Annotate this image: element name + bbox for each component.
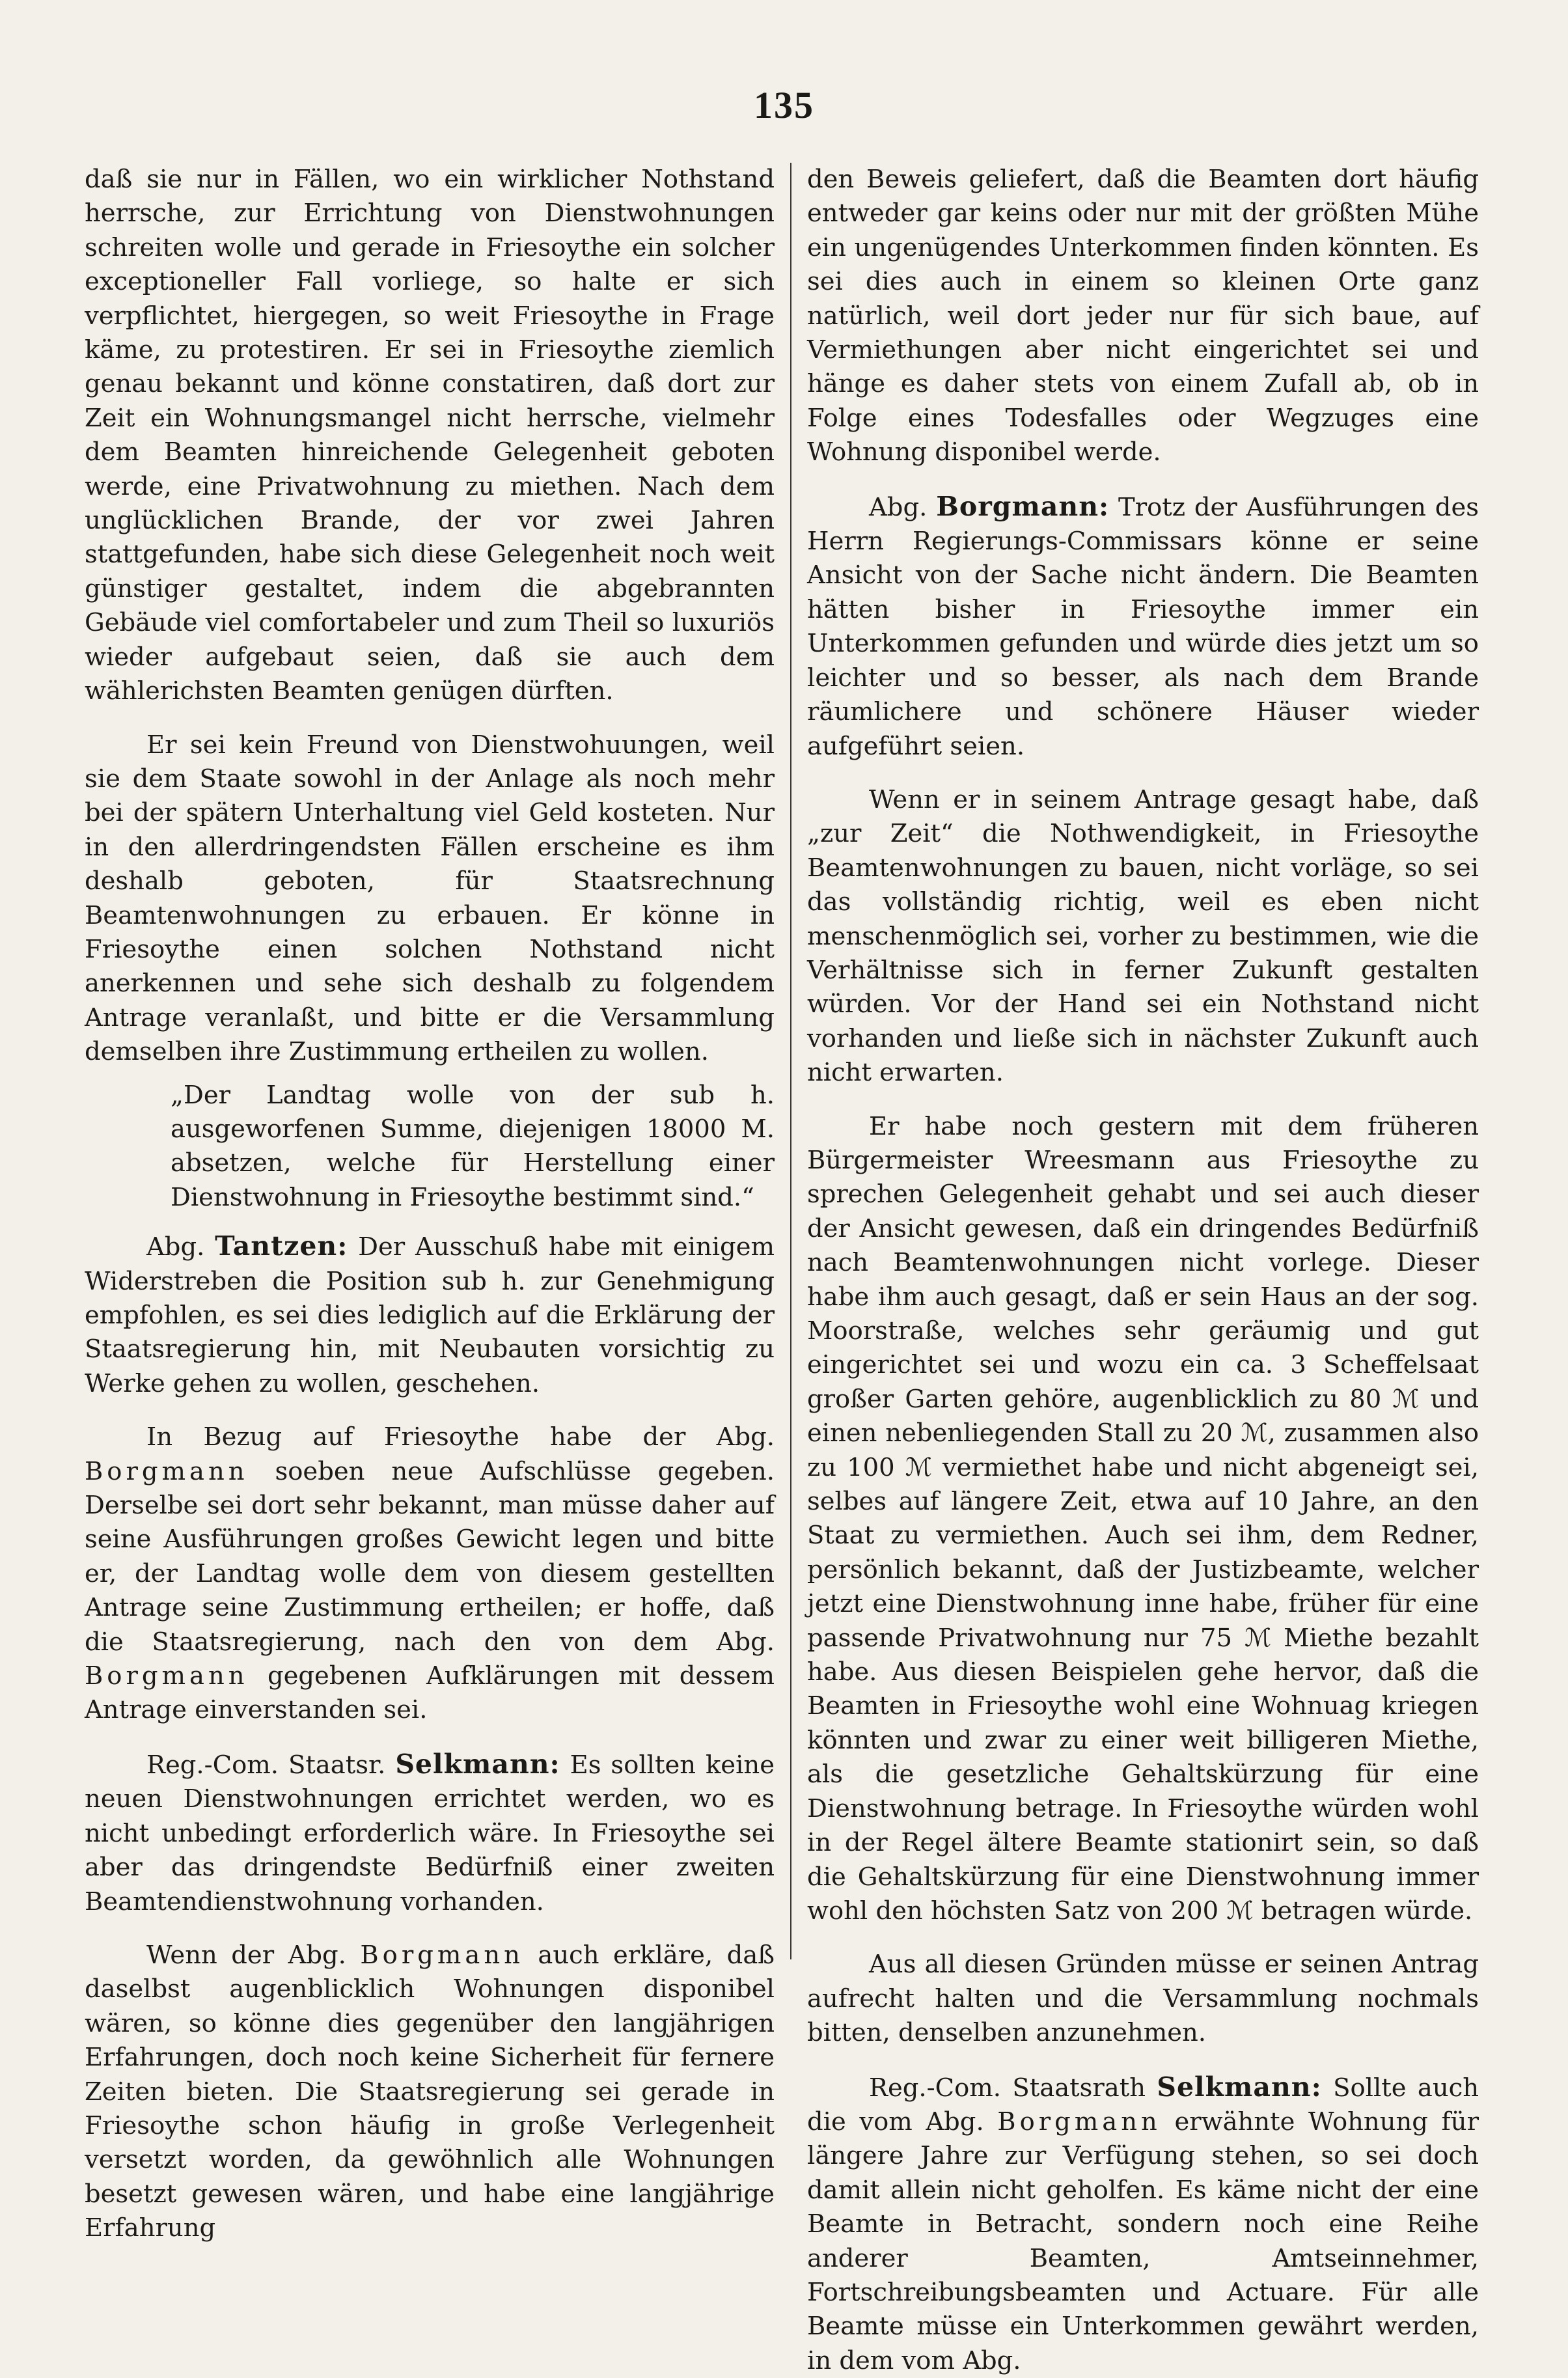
left-column <box>85 163 775 2246</box>
paragraph: Aus all diesen Gründen müsse er seinen Antrag aufrecht halten und die Versammlung nochmals bitten, denselben anzunehmen. <box>807 1950 1479 2048</box>
person-name: Borgmann <box>85 1661 249 1691</box>
paragraph-tantzen <box>85 1229 775 1401</box>
paragraph <box>85 1939 775 2246</box>
speech-text: Es sollten keine neuen Dienstwohnungen errichtet werden, wo es nicht unbedingt erforderlich wäre. In Friesoythe sei aber das dringendste Bedürfniß einer zweiten Beamtendienstwohnung vorhanden. <box>85 1750 775 1916</box>
speaker-name: Selkmann: <box>395 1748 560 1780</box>
paragraph: den Beweis geliefert, daß die Beamten dort häufig entweder gar keins oder nur mit der größten Mühe ein ungenügendes Unterkommen finden könnten. Es sei dies auch in einem so kleinen Orte ganz natürlich, weil dort jeder nur für sich baue, auf Vermiethungen aber nicht eingerichtet sei und hänge es daher stets von einem Zufall ab, ob in Folge eines Todesfalles oder Wegzuges eine Wohnung disponibel werde. <box>807 165 1479 467</box>
paragraph: Er sei kein Freund von Dienstwohuungen, weil sie dem Staate sowohl in der Anlage als noch mehr bei der spätern Unterhaltung viel Geld kosteten. Nur in den allerdringendsten Fällen erscheine es ihm deshalb geboten, für Staatsrechnung Beamtenwohnungen zu erbauen. Er könne in Friesoythe einen solchen Nothstand nicht anerkennen und sehe sich deshalb zu folgendem Antrage veranlaßt, und bitte er die Versammlung demselben ihre Zustimmung ertheilen zu wollen. <box>85 730 775 1067</box>
paragraph: Wenn er in seinem Antrage gesagt habe, daß „zur Zeit“ die Nothwendigkeit, in Friesoythe Beamtenwohnungen zu bauen, nicht vorläge, so sei das vollständig richtig, weil es eben nicht menschenmöglich sei, vorher zu bestimmen, wie die Verhältnisse sich in ferner Zukunft gestalten würden. Vor der Hand sei ein Nothstand nicht vorhanden und ließe sich in nächster Zukunft auch nicht erwarten. <box>807 784 1479 1088</box>
text-run: Sollte auch die vom Abg. <box>807 2073 1479 2136</box>
text-run: gegebenen Aufklärungen mit dessem Antrage einverstanden sei. <box>85 1661 775 1725</box>
speech-text: Der Ausschuß habe mit einigem Widerstreben die Position sub h. zur Genehmigung empfohlen, es sei dies lediglich auf die Erklärung der Staatsregierung hin, mit Neubauten vorsichtig zu Werke gehen zu wollen, geschehen. <box>85 1232 775 1398</box>
motion-quote: „Der Landtag wolle von der sub h. ausgeworfenen Summe, diejenigen 18000 M. absetzen, welche für Herstellung einer Dienstwohnung in Friesoythe bestimmt sind.“ <box>171 1080 775 1212</box>
speech-text: Trotz der Ausführungen des Herrn Regierungs-Commissars könne er seine Ansicht von der Sache nicht ändern. Die Beamten hätten bisher in Friesoythe immer ein Unterkommen gefunden und würde dies jetzt um so leichter und so besser, als nach dem Brande räumlichere und schönere Häuser wieder aufgeführt seien. <box>807 492 1479 761</box>
paragraph: daß sie nur in Fällen, wo ein wirklicher Nothstand herrsche, zur Errichtung von Dienstwohnungen schreiten wolle und gerade in Friesoythe ein solcher exceptioneller Fall vorliege, so halte er sich verpflichtet, hiergegen, so weit Friesoythe in Frage käme, zu protestiren. Er sei in Friesoythe ziemlich genau bekannt und könne constatiren, daß dort zur Zeit ein Wohnungsmangel nicht herrsche, vielmehr dem Beamten hinreichende Gelegenheit geboten werde, eine Privatwohnung zu miethen. Nach dem unglücklichen Brande, der vor zwei Jahren stattgefunden, habe sich diese Gelegenheit noch weit günstiger gestaltet, indem die abgebrannten Gebäude viel comfortabeler und zum Theil so luxuriös wieder aufgebaut seien, daß sie auch dem wählerichsten Beamten genügen dürften. <box>85 165 775 706</box>
page-number: 135 <box>754 84 814 126</box>
speaker-name: Selkmann: <box>1157 2071 1322 2103</box>
right-column <box>807 163 1479 2378</box>
paragraph-selkmann <box>807 2070 1479 2378</box>
person-name: Borgmann <box>997 2107 1161 2136</box>
speaker-name: Tantzen: <box>215 1230 348 1262</box>
person-name: Borgmann <box>360 1940 524 1970</box>
paragraph: Er habe noch gestern mit dem früheren Bürgermeister Wreesmann aus Friesoythe zu sprechen Gelegenheit gehabt und sei auch dieser der Ansicht gewesen, daß ein dringendes Bedürfniß nach Beamtenwohnungen nicht vorlege. Dieser habe ihm auch gesagt, daß er sein Haus an der sog. Moorstraße, welches sehr geräumig und gut eingerichtet sei und wozu ein ca. 3 Scheffelsaat großer Garten gehöre, augenblicklich zu 80 ℳ und einen nebenliegenden Stall zu 20 ℳ, zusammen also zu 100 ℳ vermiethet habe und nicht abgeneigt sei, selbes auf längere Zeit, etwa auf 10 Jahre, an den Staat zu vermiethen. Auch sei ihm, dem Redner, persönlich bekannt, daß der Justizbeamte, welcher jetzt eine Dienstwohnung inne habe, früher für eine passende Privatwohnung nur 75 ℳ Miethe bezahlt habe. Aus diesen Beispielen gehe hervor, daß die Beamten in Friesoythe wohl eine Wohnuag kriegen könnten und zwar zu einer weit billigeren Miethe, als die gesetzliche Gehaltskürzung für eine Dienstwohnung betrage. In Friesoythe würden wohl in der Regel ältere Beamte stationirt sein, so daß die Gehaltskürzung für eine Dienstwohnung immer wohl den höchsten Satz von 200 ℳ betragen würde. <box>807 1111 1479 1926</box>
text-run: In Bezug auf Friesoythe habe der Abg. <box>146 1422 775 1452</box>
text-run: soeben neue Aufschlüsse gegeben. Derselbe sei dort sehr bekannt, man müsse daher auf seine Ausführungen großes Gewicht legen und bitte er, der Landtag wolle dem von diesem gestellten Antrage seine Zustimmung ertheilen; er hoffe, daß die Staatsregierung, nach den von dem Abg. <box>85 1456 775 1657</box>
paragraph-selkmann <box>85 1747 775 1919</box>
column-divider <box>790 163 791 1959</box>
speaker-prefix: Reg.-Com. Staatsrath <box>869 2073 1146 2103</box>
speaker-name: Borgmann: <box>936 490 1110 522</box>
paragraph <box>85 1420 775 1728</box>
speaker-prefix: Abg. <box>869 492 928 522</box>
speaker-prefix: Abg. <box>146 1232 205 1262</box>
text-run: auch erkläre, daß daselbst augenblicklich Wohnungen disponibel wären, so könne dies gegenüber den langjährigen Erfahrungen, doch noch keine Sicherheit für fernere Zeiten bieten. Die Staatsregierung sei gerade in Friesoythe schon häufig in große Verlegenheit versetzt worden, da gewöhnlich alle Wohnungen besetzt gewesen wären, und habe eine langjährige Erfahrung <box>85 1940 775 2243</box>
person-name: Borgmann <box>85 1456 249 1486</box>
text-run: erwähnte Wohnung für längere Jahre zur Verfügung stehen, so sei doch damit allein nicht geholfen. Es käme nicht der eine Beamte in Betracht, sondern noch eine Reihe anderer Beamten, Amtseinnehmer, Fortschreibungsbeamten und Actuare. Für alle Beamte müsse ein Unterkommen gewährt werden, in dem vom Abg. <box>807 2107 1479 2375</box>
speaker-prefix: Reg.-Com. Staatsr. <box>146 1750 386 1780</box>
paragraph-borgmann <box>807 490 1479 764</box>
text-run: Wenn der Abg. <box>146 1940 346 1970</box>
